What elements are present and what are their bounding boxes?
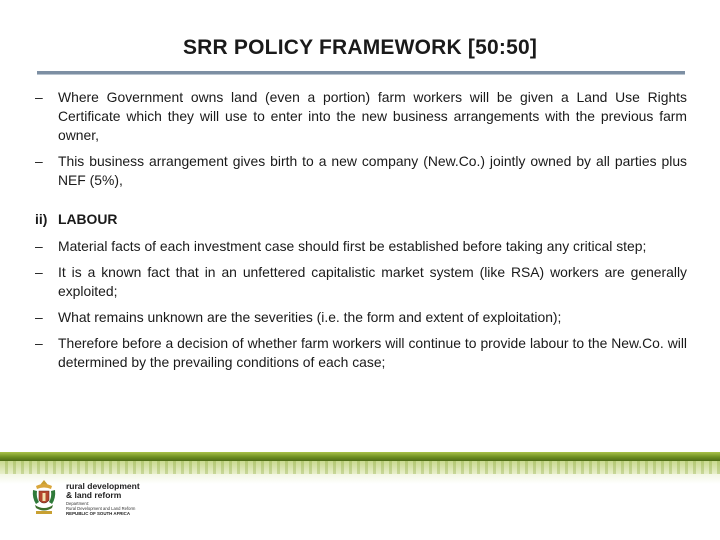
bullet-text: It is a known fact that in an unfettered capitalistic market system (like RSA) workers are generally exploited; (58, 264, 687, 299)
bullet-dash: – (35, 89, 43, 105)
bullet-text: Therefore before a decision of whether farm workers will continue to provide labour to the New.Co. will determined by the prevailing conditions of each case; (58, 335, 687, 370)
bullet-dash: – (35, 153, 43, 169)
logo-line-2: & land reform (66, 490, 122, 500)
bullet-item (35, 237, 687, 256)
section-number: ii) (35, 211, 48, 227)
bullet-item (35, 334, 687, 372)
bullet-item (35, 263, 687, 301)
coat-of-arms-icon (30, 478, 58, 518)
section-heading (35, 210, 687, 229)
logo-text (66, 482, 186, 516)
department-logo (30, 478, 180, 526)
logo-country: REPUBLIC OF SOUTH AFRICA (66, 511, 130, 516)
bullet-dash: – (35, 238, 43, 254)
bullet-dash: – (35, 335, 43, 351)
title-divider (37, 71, 685, 75)
section-title: LABOUR (58, 211, 118, 227)
logo-department-name: Rural Development and Land Reform (66, 506, 136, 511)
slide-body (35, 88, 687, 379)
bullet-item (35, 88, 687, 145)
bullet-text: What remains unknown are the severities (i.e. the form and extent of exploitation); (58, 309, 562, 325)
footer-band-top (0, 452, 720, 461)
bullet-item (35, 152, 687, 190)
bullet-text: Material facts of each investment case should first be established before taking any critical step; (58, 238, 647, 254)
bullet-text: This business arrangement gives birth to a new company (New.Co.) jointly owned by all parties plus NEF (5%), (58, 153, 687, 188)
bullet-dash: – (35, 309, 43, 325)
logo-line-1: rural development (66, 481, 140, 491)
bullet-dash: – (35, 264, 43, 280)
bullet-item (35, 308, 687, 327)
footer-band-stripe (0, 461, 720, 474)
logo-department-label: Department: (66, 501, 90, 506)
bullet-text: Where Government owns land (even a portion) farm workers will be given a Land Use Rights Certificate which they will use to enter into the new business arrangements with the previous farm owner, (58, 89, 687, 143)
slide-title: SRR POLICY FRAMEWORK [50:50] (182, 36, 538, 59)
